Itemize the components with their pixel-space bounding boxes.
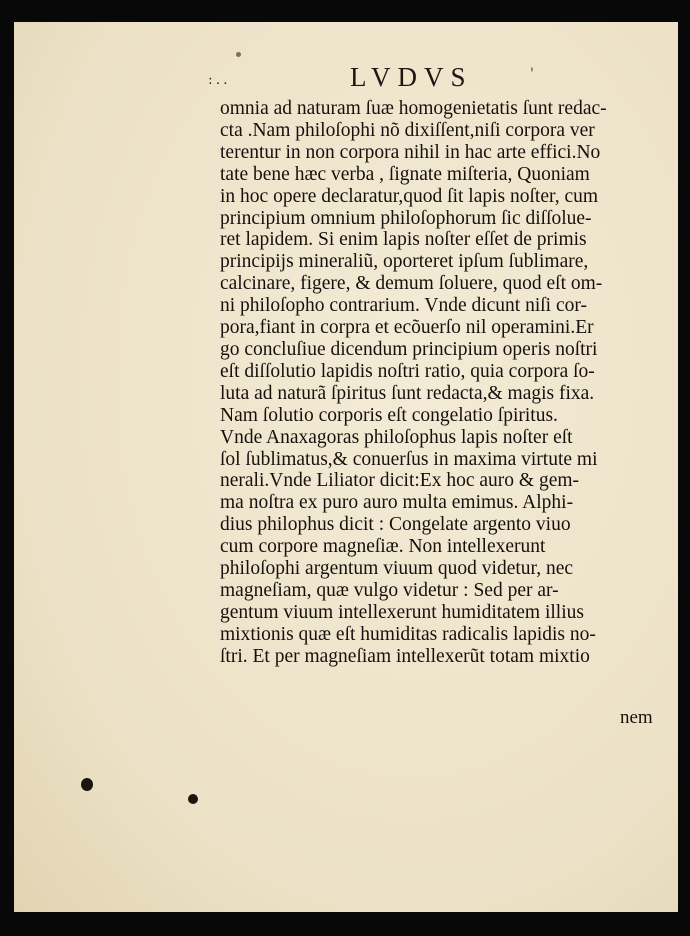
- text-line: ma noſtra ex puro auro multa emimus. Alphi-: [220, 492, 574, 514]
- text-line: Vnde Anaxagoras philoſophus lapis noſter eſt: [220, 426, 573, 448]
- ink-spot: [236, 52, 241, 57]
- text-line: dius philophus dicit : Congelate argento viuo: [220, 514, 571, 536]
- text-line: principijs mineraliũ, oporteret ipſum ſublimare,: [220, 251, 589, 273]
- text-line: cum corpore magneſiæ. Non intellexerunt: [220, 536, 546, 558]
- catchword: nem: [620, 707, 653, 728]
- text-line: omnia ad naturam ſuæ homogenietatis ſunt redac-: [220, 98, 607, 119]
- text-line: magneſiam, quæ vulgo videtur : Sed per ar-: [220, 579, 559, 601]
- text-line: ſol ſublimatus,& conuerſus in maxima virtute mi: [220, 448, 598, 470]
- text-line: ret lapidem. Si enim lapis noſter eſſet de primis: [220, 229, 587, 251]
- ink-blot: [188, 794, 198, 804]
- text-line: philoſophi argentum viuum quod videtur, nec: [220, 558, 574, 580]
- text-line: pora,fiant in corpra et ecõuerſo nil operamini.Er: [220, 317, 594, 339]
- text-line: eſt diſſolutio lapidis noſtri ratio, quia corpora ſo-: [220, 360, 595, 382]
- text-line: luta ad naturã ſpiritus ſunt redacta,& magis fixa.: [220, 382, 595, 404]
- head-mark: :..: [208, 72, 231, 88]
- text-line: tate bene hæc verba , ſignate miſteria, Quoniam: [220, 163, 590, 185]
- text-line: terentur in non corpora nihil in hac arte effici.No: [220, 141, 601, 163]
- text-line: gentum viuum intellexerunt humiditatem illius: [220, 601, 584, 623]
- text-block: [220, 98, 660, 668]
- text-line: ſtri. Et per magneſiam intellexerũt totam mixtio: [220, 645, 590, 667]
- text-line: principium omnium philoſophorum ſic diſſolue-: [220, 207, 592, 229]
- text-line: Nam ſolutio corporis eſt congelatio ſpiritus.: [220, 404, 558, 426]
- text-line: cta .Nam philoſophi nõ dixiſſent,niſi corpora ver: [220, 119, 595, 141]
- text-line: in hoc opere declaratur,quod ſit lapis noſter, cum: [220, 185, 599, 207]
- text-line: nerali.Vnde Liliator dicit:Ex hoc auro & gem-: [220, 470, 580, 492]
- ink-blot: [81, 778, 93, 791]
- head-mark-right: ': [530, 66, 534, 82]
- text-line: calcinare, figere, & demum ſoluere, quod eſt om-: [220, 273, 603, 295]
- text-line: go concluſiue dicendum principium operis noſtri: [220, 338, 598, 360]
- running-head: LVDVS: [350, 62, 473, 92]
- text-line: mixtionis quæ eſt humiditas radicalis lapidis no-: [220, 623, 596, 645]
- text-line: ni philoſopho contrarium. Vnde dicunt niſi cor-: [220, 295, 587, 317]
